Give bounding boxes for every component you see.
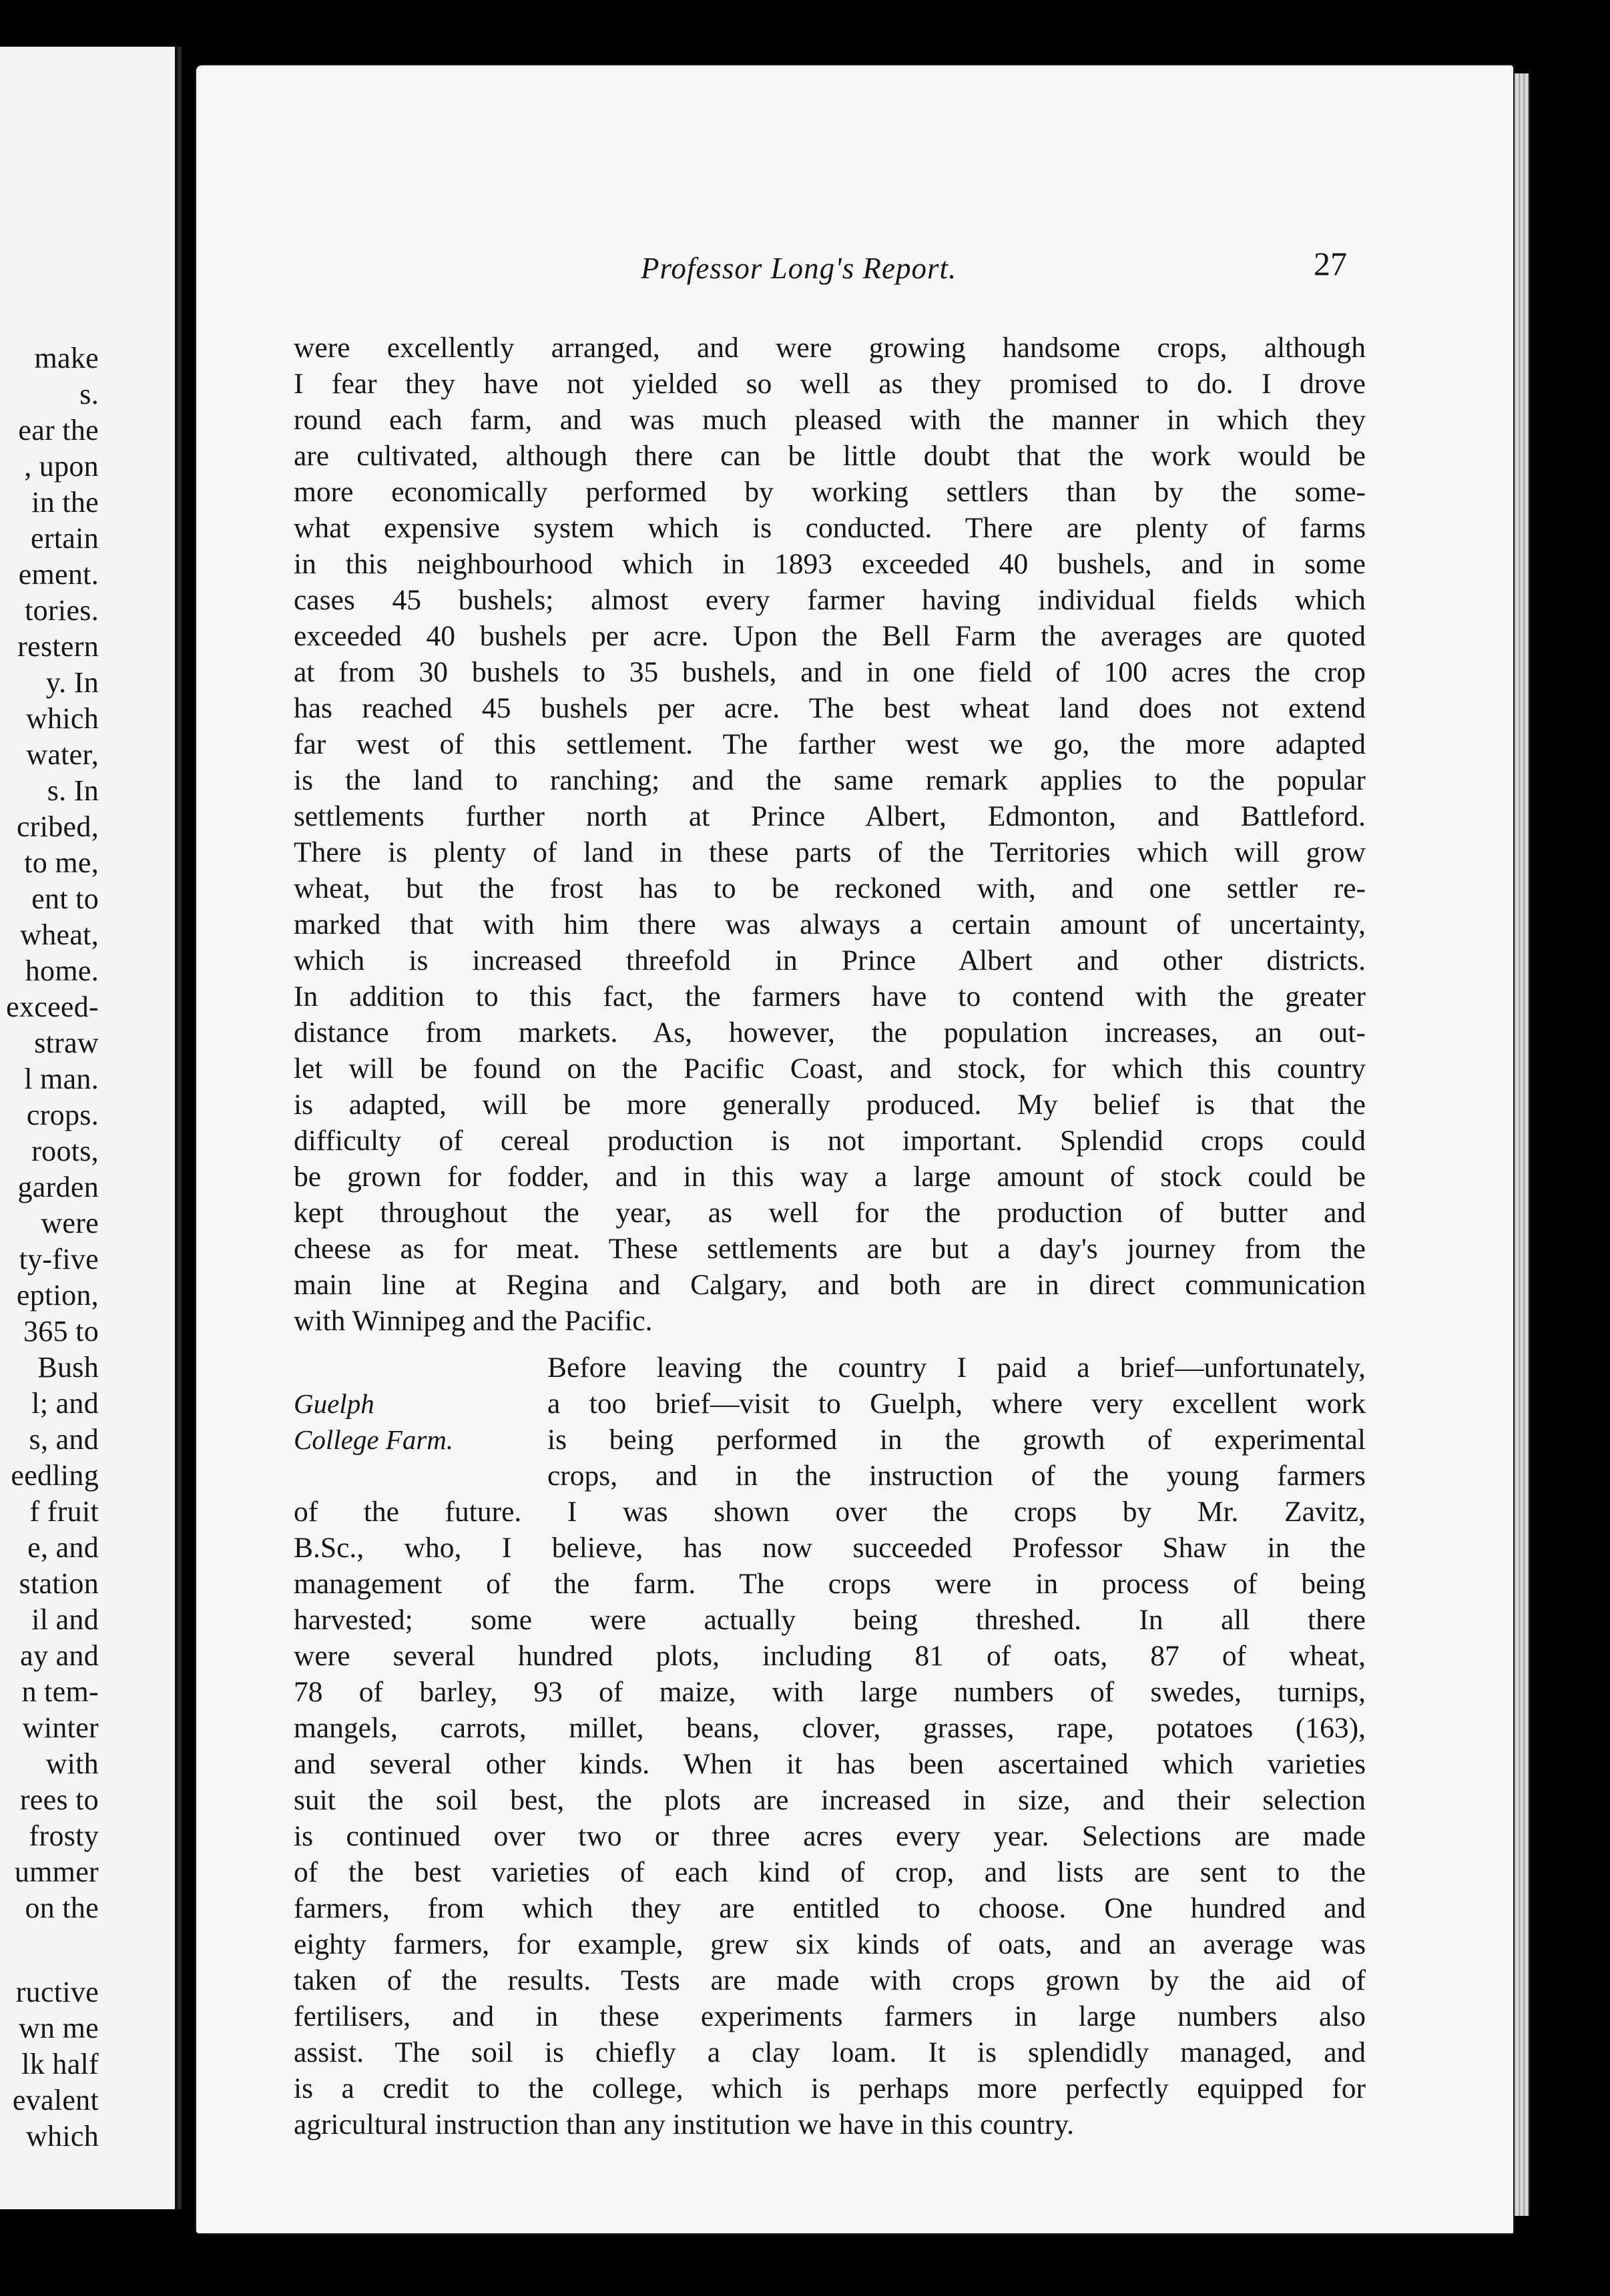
left-page-line: exceed- — [6, 990, 99, 1023]
left-page-line: eption, — [16, 1279, 99, 1312]
body-line: taken of the results. Tests are made with crops grown by the aid of — [294, 1964, 1366, 1996]
left-page-line: ructive — [15, 1976, 99, 2008]
body-line: There is plenty of land in these parts of the Territories which will grow — [294, 836, 1366, 868]
body-line: exceeded 40 bushels per acre. Upon the Bell Farm the averages are quoted — [294, 620, 1366, 652]
body-line: of the future. I was shown over the crops by Mr. Zavitz, — [294, 1496, 1366, 1528]
left-page-line: crops. — [26, 1099, 99, 1131]
body-line: distance from markets. As, however, the population increases, an out- — [294, 1017, 1366, 1049]
body-line: crops, and in the instruction of the young farmers — [547, 1460, 1366, 1492]
body-line: suit the soil best, the plots are increased in size, and their selection — [294, 1784, 1366, 1816]
left-page-line: 365 to — [23, 1315, 99, 1348]
left-page-line: l man. — [24, 1063, 99, 1095]
body-line: far west of this settlement. The farther west we go, the more adapted — [294, 728, 1366, 760]
left-page-line: ay and — [20, 1639, 99, 1672]
body-line: I fear they have not yielded so well as they promised to do. I drove — [294, 368, 1366, 400]
body-line: is being performed in the growth of experimental — [547, 1424, 1366, 1456]
left-page-line: roots, — [31, 1135, 99, 1167]
left-page-line: s. In — [47, 774, 99, 807]
left-page-line: water, — [26, 738, 99, 771]
left-page-line: rees to — [19, 1783, 99, 1816]
left-page-line: with — [45, 1747, 99, 1780]
left-page-line: e, and — [27, 1531, 99, 1564]
body-line: harvested; some were actually being threshed. In all there — [294, 1604, 1366, 1636]
body-line: let will be found on the Pacific Coast, and stock, for which this country — [294, 1053, 1366, 1085]
left-page-line: ty-five — [19, 1243, 99, 1275]
left-page-line: winter — [22, 1711, 99, 1744]
left-page-line: lk half — [21, 2048, 99, 2080]
left-page-line: s. — [79, 378, 99, 410]
body-line: fertilisers, and in these experiments farmers in large numbers also — [294, 2000, 1366, 2032]
left-page-line: y. In — [45, 666, 99, 699]
body-line: agricultural instruction than any institution we have in this country. — [294, 2108, 1075, 2140]
left-page-line: evalent — [12, 2084, 99, 2116]
left-page-line: ent to — [31, 882, 99, 915]
body-line: of the best varieties of each kind of crop, and lists are sent to the — [294, 1856, 1366, 1888]
left-page-line: , upon — [24, 450, 99, 483]
body-line: a too brief—visit to Guelph, where very excellent work — [547, 1388, 1366, 1420]
left-page-line: to me, — [24, 846, 99, 879]
left-page-line: were — [41, 1207, 99, 1239]
body-line: which is increased threefold in Prince Albert and other districts. — [294, 944, 1366, 976]
body-line: 78 of barley, 93 of maize, with large numbers of swedes, turnips, — [294, 1676, 1366, 1708]
left-page-line: on the — [25, 1892, 99, 1924]
body-line: mangels, carrots, millet, beans, clover, grasses, rape, potatoes (163), — [294, 1712, 1366, 1744]
left-page-line: Bush — [37, 1351, 99, 1384]
left-page-line: make — [34, 342, 99, 374]
left-page-line: in the — [31, 486, 99, 519]
body-line: more economically performed by working settlers than by the some- — [294, 476, 1366, 508]
left-page-line: ummer — [14, 1855, 99, 1888]
margin-note-line: Guelph — [294, 1388, 374, 1419]
body-line: marked that with him there was always a certain amount of uncertainty, — [294, 908, 1366, 940]
left-page-line: eedling — [11, 1459, 99, 1492]
left-page-line: station — [19, 1567, 99, 1600]
left-page-line: wn me — [18, 2012, 99, 2044]
body-line: settlements further north at Prince Albert, Edmonton, and Battleford. — [294, 800, 1366, 832]
left-page-line: ertain — [31, 522, 99, 555]
body-line: are cultivated, although there can be little doubt that the work would be — [294, 440, 1366, 472]
body-line: were several hundred plots, including 81 of oats, 87 of wheat, — [294, 1640, 1366, 1672]
left-page-line: straw — [34, 1027, 99, 1059]
left-page-line: frosty — [29, 1819, 99, 1852]
body-line: is a credit to the college, which is perhaps more perfectly equipped for — [294, 2072, 1366, 2104]
margin-note-line: College Farm. — [294, 1424, 454, 1455]
left-page-line: l; and — [31, 1387, 99, 1420]
body-line: what expensive system which is conducted. There are plenty of farms — [294, 512, 1366, 544]
body-line: be grown for fodder, and in this way a large amount of stock could be — [294, 1161, 1366, 1193]
body-line: is adapted, will be more generally produced. My belief is that the — [294, 1089, 1366, 1121]
left-page-line: restern — [17, 630, 99, 663]
body-line: kept throughout the year, as well for the production of butter and — [294, 1197, 1366, 1229]
body-line: main line at Regina and Calgary, and both are in direct communication — [294, 1269, 1366, 1301]
left-page-line: garden — [17, 1171, 99, 1203]
left-page-line: n tem- — [21, 1675, 99, 1708]
body-line: assist. The soil is chiefly a clay loam. It is splendidly managed, and — [294, 2036, 1366, 2068]
body-line: wheat, but the frost has to be reckoned with, and one settler re- — [294, 872, 1366, 904]
body-line: were excellently arranged, and were growing handsome crops, although — [294, 332, 1366, 364]
body-line: cheese as for meat. These settlements are but a day's journey from the — [294, 1233, 1366, 1265]
body-line: In addition to this fact, the farmers have to contend with the greater — [294, 980, 1366, 1013]
body-line: in this neighbourhood which in 1893 exceeded 40 bushels, and in some — [294, 548, 1366, 580]
body-line: management of the farm. The crops were in process of being — [294, 1568, 1366, 1600]
body-line: and several other kinds. When it has been ascertained which varieties — [294, 1748, 1366, 1780]
body-line: is the land to ranching; and the same remark applies to the popular — [294, 764, 1366, 796]
body-line: cases 45 bushels; almost every farmer having individual fields which — [294, 584, 1366, 616]
left-page-line: cribed, — [16, 810, 99, 843]
left-page-line: f fruit — [29, 1495, 99, 1528]
left-page-line: which — [25, 702, 99, 735]
body-line: farmers, from which they are entitled to choose. One hundred and — [294, 1892, 1366, 1924]
left-page-fragment — [0, 47, 178, 2209]
page-number: 27 — [1314, 245, 1347, 282]
left-page-line: s, and — [29, 1423, 99, 1456]
left-page-line: ement. — [18, 558, 99, 591]
left-page-line: wheat, — [20, 918, 99, 951]
body-line: B.Sc., who, I believe, has now succeeded Professor Shaw in the — [294, 1532, 1366, 1564]
body-line: at from 30 bushels to 35 bushels, and in one field of 100 acres the crop — [294, 656, 1366, 688]
left-page-line: il and — [31, 1603, 99, 1636]
body-line: has reached 45 bushels per acre. The best wheat land does not extend — [294, 692, 1366, 724]
body-line: Before leaving the country I paid a brief—unfortunately, — [547, 1352, 1366, 1384]
body-line: is continued over two or three acres every year. Selections are made — [294, 1820, 1366, 1852]
body-line: with Winnipeg and the Pacific. — [294, 1305, 653, 1337]
body-line: difficulty of cereal production is not important. Splendid crops could — [294, 1125, 1366, 1157]
left-page-line: home. — [25, 954, 99, 987]
body-line: round each farm, and was much pleased with the manner in which they — [294, 404, 1366, 436]
left-page-line: tories. — [25, 594, 99, 627]
left-page-line: which — [25, 2120, 99, 2152]
left-page-line: ear the — [18, 414, 99, 447]
body-line: eighty farmers, for example, grew six kinds of oats, and an average was — [294, 1928, 1366, 1960]
running-head: Professor Long's Report. — [641, 252, 957, 285]
